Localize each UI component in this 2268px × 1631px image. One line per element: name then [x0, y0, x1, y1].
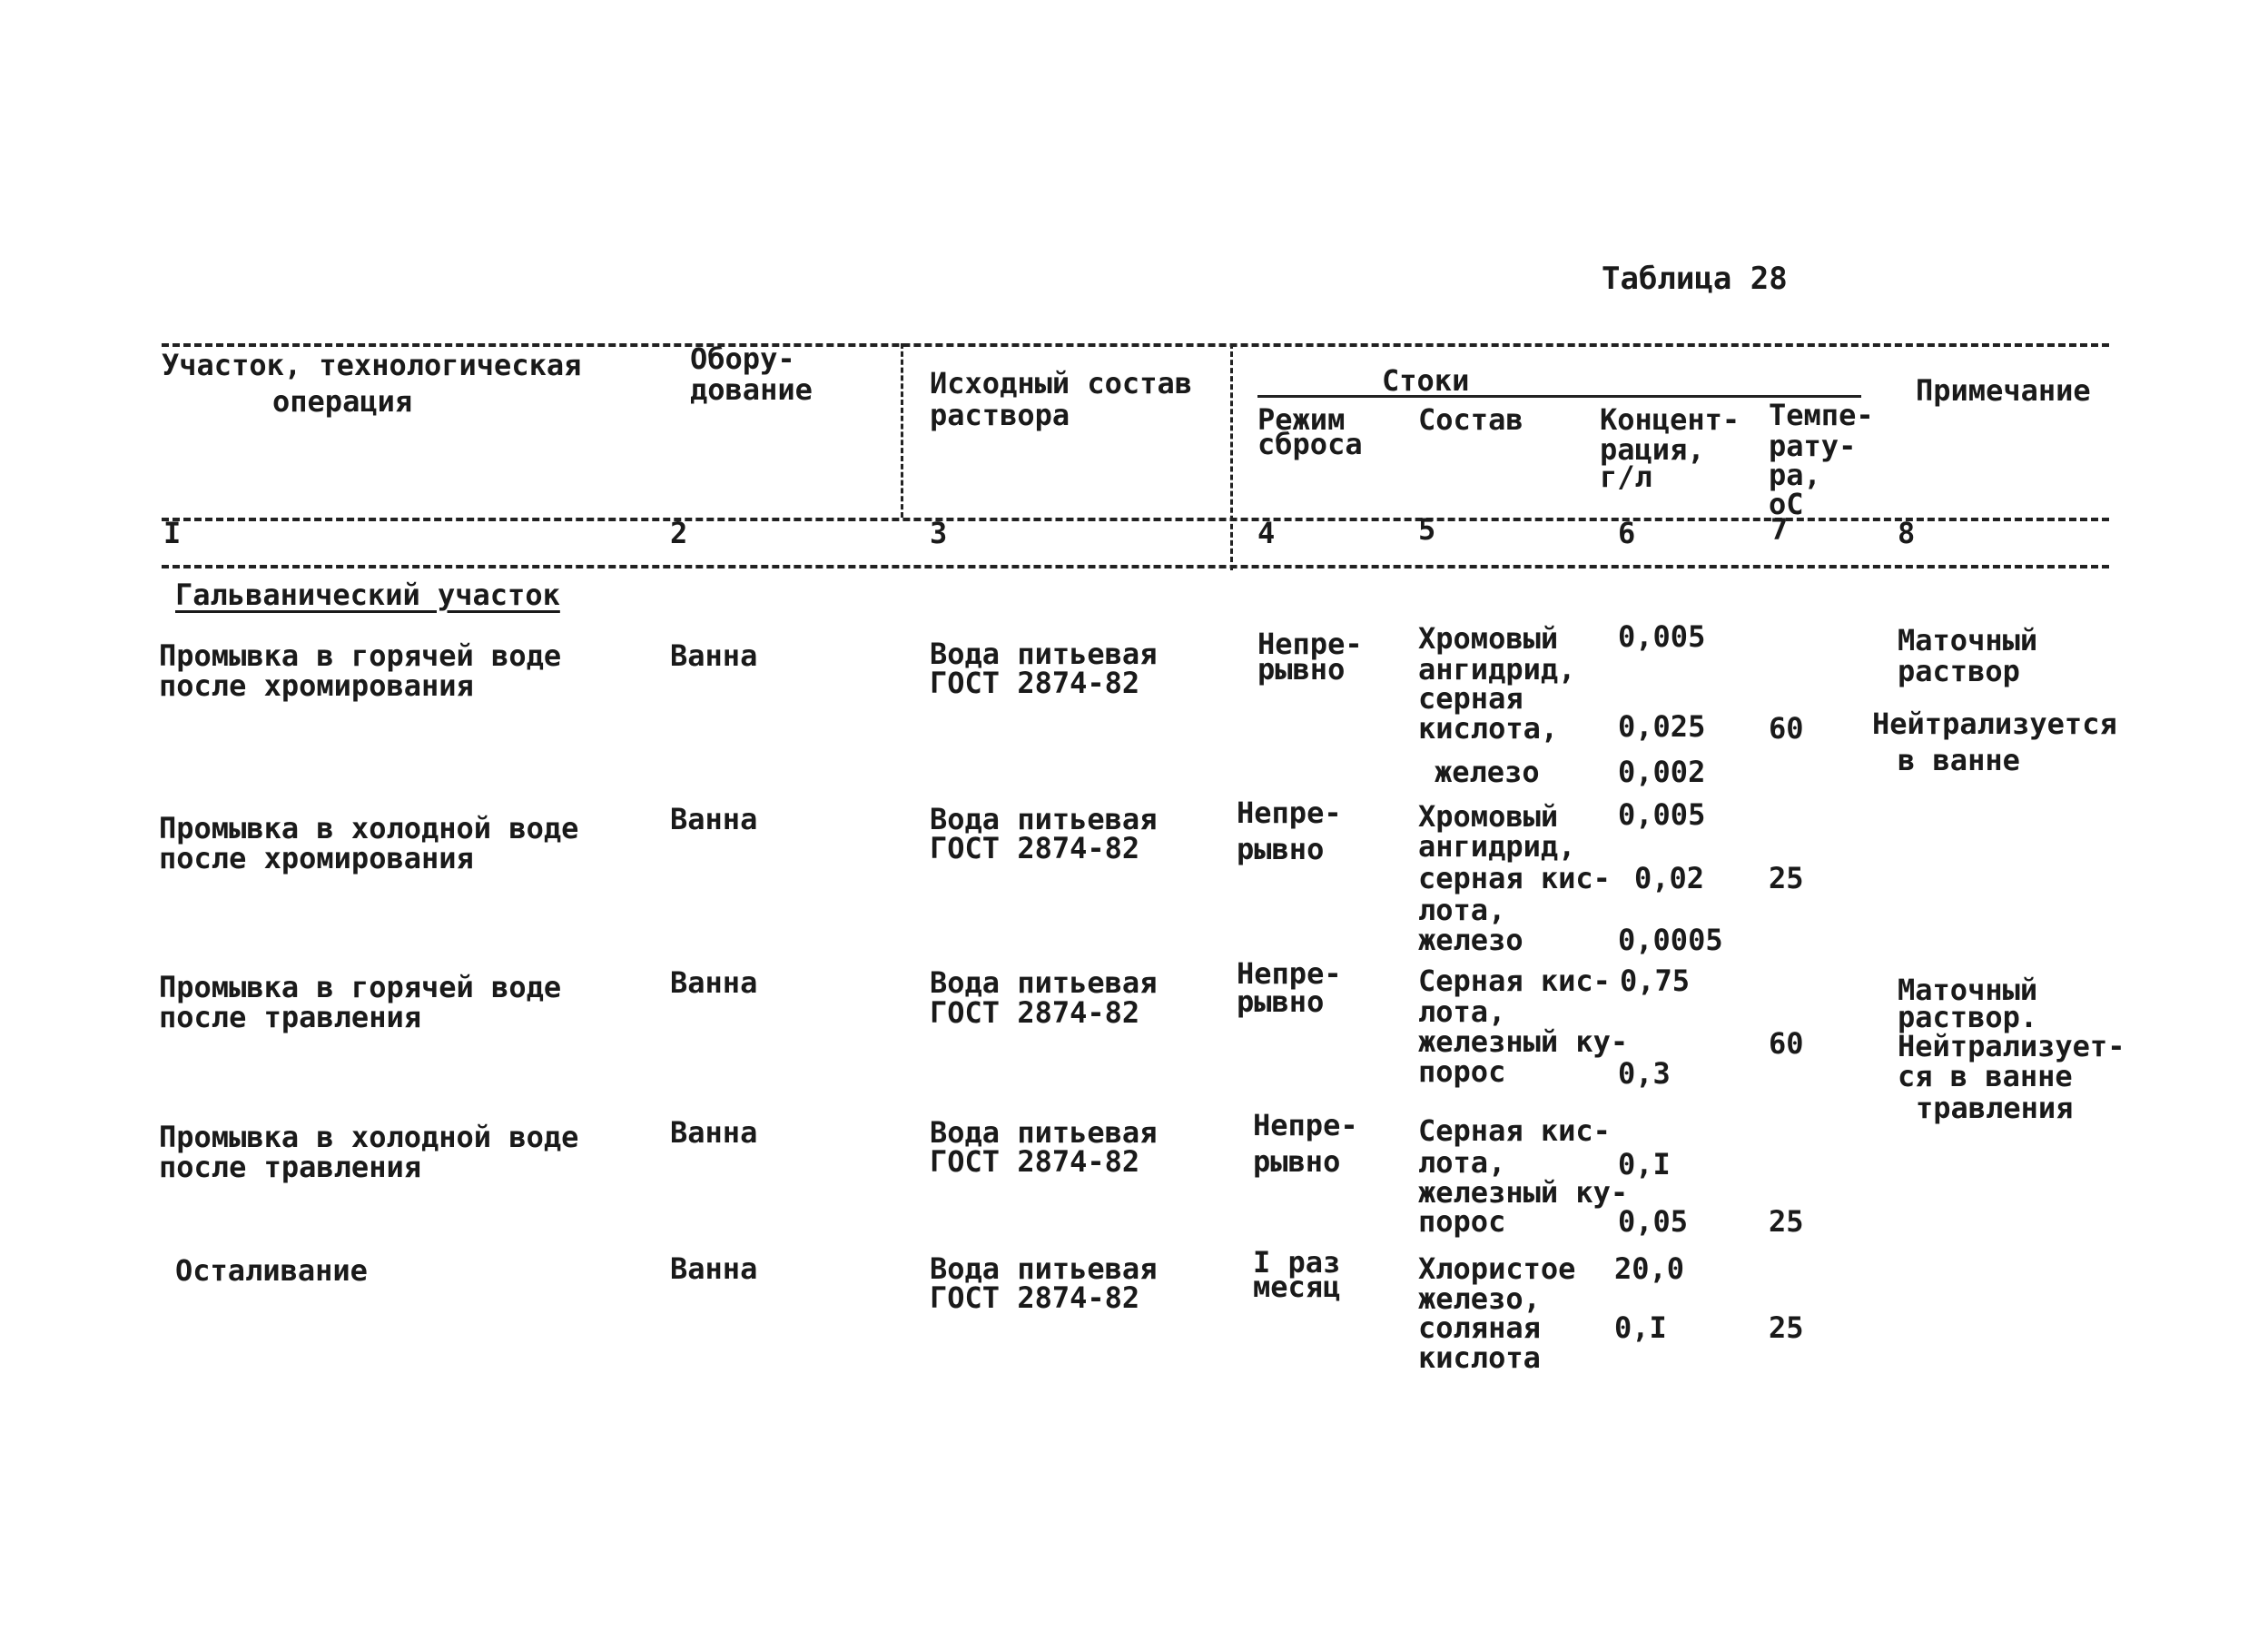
row1-concentration-2: 0,025 [1618, 709, 1706, 744]
row5-composition-2: железо, [1418, 1281, 1541, 1316]
row5-composition-3: соляная [1418, 1310, 1541, 1345]
row3-note-1: Маточный [1898, 973, 2038, 1007]
col3-left-rule [901, 343, 903, 518]
header-bottom-rule [162, 518, 2109, 521]
row2-temperature: 25 [1769, 861, 1804, 895]
row3-composition-2: лота, [1418, 994, 1506, 1029]
row3-note-4: ся в ванне [1898, 1059, 2073, 1093]
row2-composition-5: железо [1418, 923, 1524, 957]
row1-mode-1: Непре- [1257, 627, 1363, 661]
row3-temperature: 60 [1769, 1026, 1804, 1061]
header-mode-1: Режим [1257, 402, 1346, 437]
row4-composition-1: Серная кис- [1418, 1113, 1611, 1148]
row5-solution-1: Вода питьевая [930, 1251, 1158, 1286]
column-number-1: I [163, 516, 182, 550]
table-title: Таблица 28 [1602, 261, 1788, 297]
row4-mode-2: рывно [1253, 1144, 1341, 1179]
row2-mode-2: рывно [1237, 832, 1325, 866]
row3-concentration-2: 0,3 [1618, 1056, 1671, 1091]
row3-note-2: раствор. [1898, 1000, 2038, 1034]
row1-concentration-3: 0,002 [1618, 755, 1706, 789]
row5-composition-4: кислота [1418, 1340, 1541, 1375]
header-temperature-3: ра, [1769, 458, 1821, 492]
row1-note-1: Маточный [1898, 623, 2038, 657]
header-mode-2: сброса [1257, 427, 1363, 461]
header-group-stoki: Стоки [1382, 363, 1470, 398]
row3-solution-1: Вода питьевая [930, 965, 1158, 1000]
row1-composition-1: Хромовый [1418, 621, 1559, 656]
row4-concentration-1: 0,I [1618, 1147, 1671, 1181]
header-solution-1: Исходный состав [930, 366, 1192, 400]
row1-concentration-1: 0,005 [1618, 619, 1706, 654]
header-concentration-1: Концент- [1600, 402, 1740, 437]
row1-operation-2: после хромирования [159, 668, 474, 703]
column-number-7: 7 [1770, 512, 1789, 547]
row3-composition-4: порос [1418, 1054, 1506, 1089]
row3-composition-1: Серная кис- [1418, 964, 1611, 998]
row4-solution-1: Вода питьевая [930, 1115, 1158, 1150]
row1-composition-3: серная [1418, 681, 1524, 716]
column-number-5: 5 [1418, 512, 1436, 547]
header-concentration-2: рация, [1600, 432, 1705, 467]
row2-concentration-2: 0,02 [1634, 861, 1705, 895]
row3-composition-3: железный ку- [1418, 1024, 1629, 1059]
row5-mode-1: I раз [1253, 1245, 1341, 1280]
row5-temperature: 25 [1769, 1310, 1804, 1345]
row1-note-2: раствор [1898, 654, 2020, 688]
header-operation-1: Участок, технологическая [162, 348, 582, 382]
row1-composition-2: ангидрид, [1418, 652, 1576, 687]
header-composition: Состав [1418, 402, 1524, 437]
row3-solution-2: ГОСТ 2874-82 [930, 995, 1140, 1030]
row4-equipment: Ванна [670, 1115, 758, 1150]
row1-mode-2: рывно [1257, 652, 1346, 687]
header-note: Примечание [1916, 373, 2091, 408]
row2-operation-2: после хромирования [159, 841, 474, 875]
header-operation-2: операция [272, 384, 413, 419]
row1-composition-5: железо [1435, 755, 1540, 789]
row5-equipment: Ванна [670, 1251, 758, 1286]
numbers-bottom-rule [162, 565, 2109, 568]
row4-solution-2: ГОСТ 2874-82 [930, 1144, 1140, 1179]
row4-operation-2: после травления [159, 1150, 421, 1184]
row5-concentration-2: 0,I [1614, 1310, 1667, 1345]
row2-composition-4: лота, [1418, 893, 1506, 927]
row5-solution-2: ГОСТ 2874-82 [930, 1280, 1140, 1315]
row4-composition-4: порос [1418, 1204, 1506, 1239]
header-temperature-1: Темпе- [1769, 398, 1874, 432]
section-title: Гальванический участок [175, 578, 560, 612]
header-top-rule [162, 343, 2109, 347]
col4-left-rule [1230, 343, 1233, 570]
row3-mode-2: рывно [1237, 984, 1325, 1019]
row2-composition-1: Хромовый [1418, 799, 1559, 834]
header-solution-2: раствора [930, 398, 1070, 432]
row3-concentration-1: 0,75 [1620, 964, 1691, 998]
column-number-4: 4 [1257, 516, 1276, 550]
row1-solution-2: ГОСТ 2874-82 [930, 666, 1140, 700]
row2-mode-1: Непре- [1237, 796, 1342, 830]
column-number-3: 3 [930, 516, 948, 550]
row2-concentration-3: 0,0005 [1618, 923, 1723, 957]
row3-operation-2: после травления [159, 1000, 421, 1034]
header-temperature-2: рату- [1769, 429, 1857, 463]
row2-equipment: Ванна [670, 802, 758, 836]
row1-operation-1: Промывка в горячей воде [159, 638, 562, 673]
row3-mode-1: Непре- [1237, 956, 1342, 991]
row5-concentration-1: 20,0 [1614, 1251, 1685, 1286]
row2-concentration-1: 0,005 [1618, 797, 1706, 832]
header-equipment-1: Обору- [690, 341, 795, 376]
row5-composition-1: Хлористое [1418, 1251, 1576, 1286]
row2-operation-1: Промывка в холодной воде [159, 811, 579, 845]
row3-equipment: Ванна [670, 965, 758, 1000]
row3-note-3: Нейтрализует- [1898, 1029, 2125, 1063]
row5-mode-2: месяц [1253, 1270, 1341, 1304]
header-concentration-3: г/л [1600, 460, 1652, 494]
row3-operation-1: Промывка в горячей воде [159, 970, 562, 1004]
column-number-8: 8 [1898, 516, 1916, 550]
row3-note-5: травления [1916, 1091, 2074, 1125]
row4-concentration-2: 0,05 [1618, 1204, 1689, 1239]
row2-solution-1: Вода питьевая [930, 802, 1158, 836]
row4-composition-2: лота, [1418, 1145, 1506, 1180]
row4-temperature: 25 [1769, 1204, 1804, 1239]
column-number-2: 2 [670, 516, 688, 550]
row1-composition-4: кислота, [1418, 711, 1559, 746]
row2-composition-2: ангидрид, [1418, 829, 1576, 864]
row1-temperature: 60 [1769, 711, 1804, 746]
row5-operation-1: Осталивание [175, 1253, 368, 1288]
row1-solution-1: Вода питьевая [930, 637, 1158, 671]
column-number-6: 6 [1618, 516, 1636, 550]
row4-composition-3: железный ку- [1418, 1175, 1629, 1210]
row1-equipment: Ванна [670, 638, 758, 673]
row4-mode-1: Непре- [1253, 1108, 1358, 1142]
row1-note-3: Нейтрализуется [1872, 707, 2117, 741]
header-temperature-4: оС [1769, 487, 1804, 521]
row2-solution-2: ГОСТ 2874-82 [930, 831, 1140, 865]
row1-note-4: в ванне [1898, 743, 2020, 777]
row2-composition-3: серная кис- [1418, 861, 1611, 895]
header-equipment-2: дование [690, 372, 813, 407]
row4-operation-1: Промывка в холодной воде [159, 1120, 579, 1154]
